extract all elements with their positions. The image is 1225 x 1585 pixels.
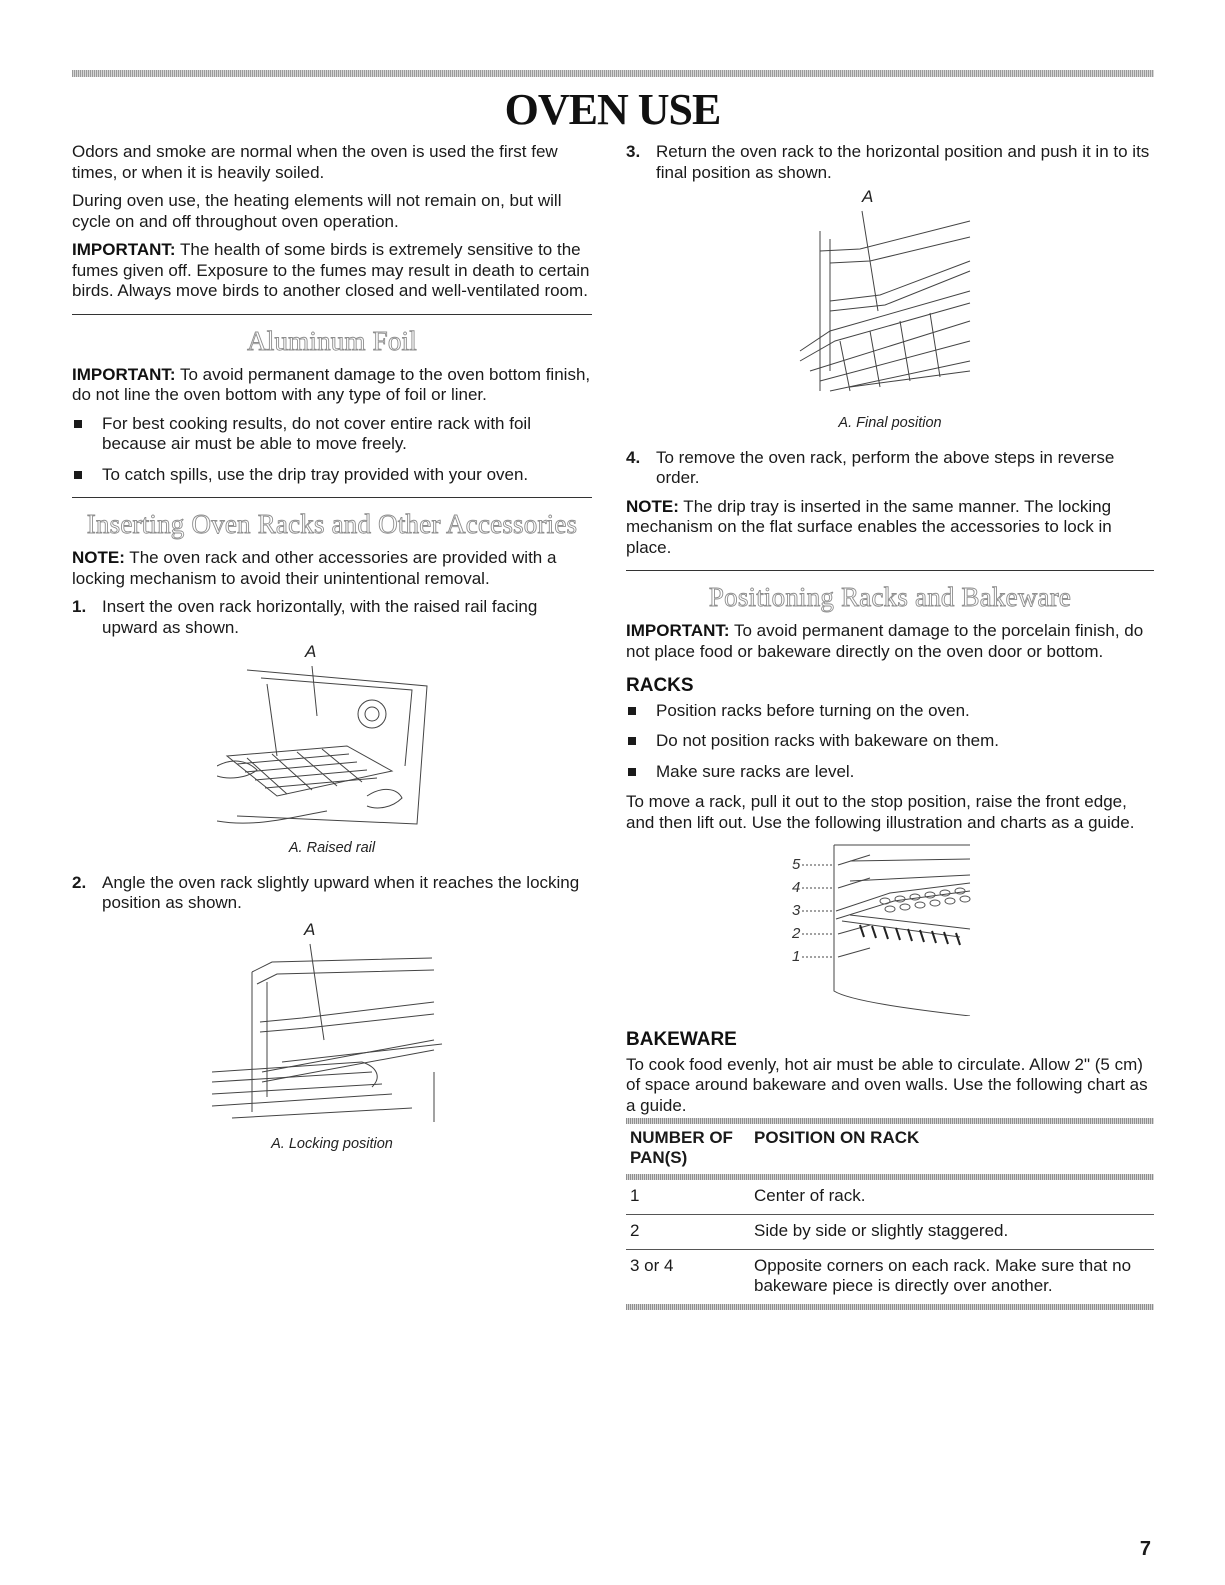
step-number: 1. <box>72 597 87 616</box>
rack-position-label: 3 <box>792 902 801 919</box>
section-divider <box>72 497 592 498</box>
figure-label: A <box>305 642 317 661</box>
intro-paragraph-2: During oven use, the heating elements will not remain on, but will cycle on and off throughout oven operation. <box>72 191 562 231</box>
column-header: POSITION ON RACK <box>754 1128 920 1147</box>
figure-rack-positions <box>790 841 990 1016</box>
bakeware-table <box>626 1124 1154 1304</box>
important-label: IMPORTANT: <box>626 621 730 640</box>
step-1 <box>72 597 592 638</box>
left-column <box>72 142 592 1168</box>
list-item: Position racks before turning on the oven. <box>626 701 1154 722</box>
racks-instructions: To move a rack, pull it out to the stop position, raise the front edge, and then lift out. Use the following illustration and charts as a guide. <box>626 792 1135 832</box>
oven-rack-locking-illustration <box>212 919 452 1132</box>
step-4 <box>626 448 1154 489</box>
page-number: 7 <box>1139 1538 1151 1560</box>
rack-position-label: 2 <box>792 925 801 942</box>
rack-position-label: 4 <box>792 879 801 896</box>
step-text: Return the oven rack to the horizontal position and push it in to its final position as shown. <box>656 142 1150 182</box>
top-dotted-rule <box>72 70 1154 77</box>
figure-raised-rail <box>217 642 447 836</box>
table-row <box>626 1215 1154 1250</box>
figure-final-position <box>790 187 990 411</box>
oven-rack-insert-illustration <box>217 646 447 836</box>
drip-tray-note <box>626 497 1154 559</box>
foil-important <box>72 365 592 406</box>
step-text: Angle the oven rack slightly upward when it reaches the locking position as shown. <box>102 872 580 912</box>
important-label: IMPORTANT: <box>72 240 176 259</box>
table-cell: Side by side or slightly staggered. <box>750 1215 1154 1250</box>
section-title-aluminum-foil: Aluminum Foil <box>247 325 417 356</box>
section-divider <box>626 570 1154 571</box>
list-item: For best cooking results, do not cover entire rack with foil because air must be able to move freely. <box>72 414 592 455</box>
note-label: NOTE: <box>626 496 679 516</box>
section-title-positioning-racks: Positioning Racks and Bakeware <box>708 582 1072 612</box>
figure-caption: A. Final position <box>838 415 942 431</box>
note-label: NOTE: <box>72 548 125 567</box>
list-item: Make sure racks are level. <box>626 762 1154 783</box>
important-text: To avoid permanent damage to the oven bottom finish, do not line the oven bottom with any type of foil or liner. <box>72 364 591 404</box>
step-text: Insert the oven rack horizontally, with the raised rail facing upward as shown. <box>102 597 538 637</box>
right-column <box>626 142 1154 1310</box>
section-title-inserting-racks: Inserting Oven Racks and Other Accessories <box>86 509 578 539</box>
rack-positions-illustration <box>790 841 990 1016</box>
foil-bullet-list <box>72 414 592 486</box>
step-number: 4. <box>626 447 641 467</box>
racks-bullet-list <box>626 701 1154 783</box>
list-item: Do not position racks with bakeware on them. <box>626 731 1154 752</box>
step-number: 3. <box>626 142 641 161</box>
step-3 <box>626 142 1154 183</box>
column-header: NUMBER OF PAN(S) <box>630 1128 733 1167</box>
oven-rack-final-illustration <box>790 191 990 411</box>
table-cell: 2 <box>626 1215 750 1250</box>
step-2 <box>72 873 592 914</box>
intro-paragraph-1: Odors and smoke are normal when the oven is used the first few times, or when it is heavily soiled. <box>72 142 558 182</box>
step-number: 2. <box>72 872 87 892</box>
table-cell: 3 or 4 <box>630 1256 674 1275</box>
bakeware-text: To cook food evenly, hot air must be able to circulate. Allow 2" (5 cm) of space around bakeware and oven walls. Use the following chart as a guide. <box>626 1054 1148 1115</box>
table-header-row <box>626 1124 1154 1174</box>
rack-position-label: 5 <box>792 856 801 873</box>
important-text: To avoid permanent damage to the porcelain finish, do not place food or bakeware directly on the oven door or bottom. <box>626 621 1144 661</box>
inserting-note <box>72 548 592 589</box>
figure-label: A <box>304 919 316 939</box>
table-cell: Opposite corners on each rack. Make sure that no bakeware piece is directly over another. <box>754 1256 1132 1295</box>
racks-heading: RACKS <box>626 675 694 696</box>
table-cell: 1 <box>626 1180 750 1215</box>
figure-caption: A. Raised rail <box>288 840 376 856</box>
table-row <box>626 1180 1154 1215</box>
table-cell: Center of rack. <box>750 1180 1154 1215</box>
table-row <box>626 1250 1154 1305</box>
list-item: To catch spills, use the drip tray provided with your oven. <box>72 465 592 486</box>
note-text: The oven rack and other accessories are provided with a locking mechanism to avoid their unintentional removal. <box>72 548 557 588</box>
bakeware-heading: BAKEWARE <box>626 1029 737 1050</box>
note-text: The drip tray is inserted in the same manner. The locking mechanism on the flat surface enables the accessories to lock in place. <box>626 496 1112 557</box>
important-label: IMPORTANT: <box>72 364 176 384</box>
figure-label: A <box>862 187 874 206</box>
step-text: To remove the oven rack, perform the above steps in reverse order. <box>656 447 1115 487</box>
rack-position-label: 1 <box>792 948 801 965</box>
figure-locking-position <box>212 919 452 1132</box>
section-divider <box>72 314 592 315</box>
intro-important <box>72 240 592 302</box>
positioning-important <box>626 621 1154 662</box>
table-bottom-rule <box>626 1304 1154 1310</box>
important-text: The health of some birds is extremely sensitive to the fumes given off. Exposure to the fumes may result in death to certain birds. Always move birds to another closed and well-ventilated room. <box>72 240 590 300</box>
page-title: OVEN USE <box>504 85 721 134</box>
figure-caption: A. Locking position <box>271 1135 393 1152</box>
